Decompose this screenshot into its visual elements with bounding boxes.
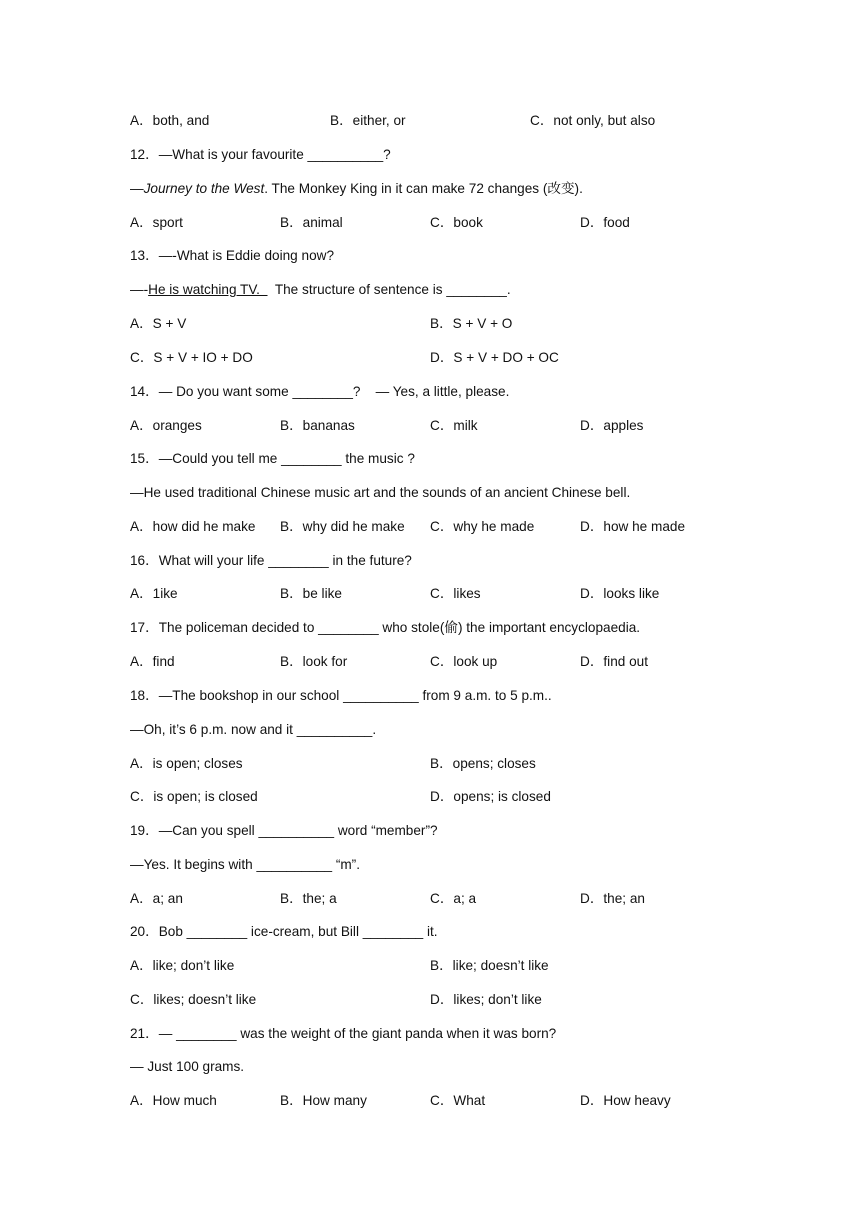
q20-stem: 20．Bob ________ ice-cream, but Bill ________ it. (130, 924, 438, 939)
q19-stem: 19．—Can you spell __________ word “member”? (130, 823, 438, 838)
q12-option-b: B．animal (280, 215, 343, 230)
q18-option-a: A．is open; closes (130, 756, 243, 771)
q16-option-d: D．looks like (580, 586, 660, 601)
q16-option-a: A．1ike (130, 586, 178, 601)
q12-option-a: A．sport (130, 215, 183, 230)
q21-option-d: D．How heavy (580, 1093, 671, 1108)
q21-stem: 21．— ________ was the weight of the giant panda when it was born? (130, 1026, 557, 1041)
q15-option-c: C．why he made (430, 519, 535, 534)
q14-option-a: A．oranges (130, 418, 202, 433)
q15-option-d: D．how he made (580, 519, 686, 534)
q17-option-d: D．find out (580, 654, 649, 669)
q15-option-a: A．how did he make (130, 519, 256, 534)
q11-option-c: C．not only, but also (530, 113, 656, 128)
q20-option-d: D．likes; don’t like (430, 992, 542, 1007)
q20-option-a: A．like; don’t like (130, 958, 235, 973)
q12-answer-title: Journey to the West (143, 181, 265, 196)
q18-stem: 18．—The bookshop in our school __________ from 9 a.m. to 5 p.m.. (130, 688, 552, 703)
q14-option-c: C．milk (430, 418, 478, 433)
q16-option-c: C．likes (430, 586, 481, 601)
q12-option-d: D．food (580, 215, 630, 230)
q21-option-b: B．How many (280, 1093, 367, 1108)
q13-option-c: C．S + V + IO + DO (130, 350, 253, 365)
q17-option-b: B．look for (280, 654, 348, 669)
q11-option-b: B．either, or (330, 113, 406, 128)
q19-reply: —Yes. It begins with __________ “m”. (130, 857, 360, 872)
q16-stem: 16．What will your life ________ in the future? (130, 553, 412, 568)
q12-option-c: C．book (430, 215, 483, 230)
q15-reply: —He used traditional Chinese music art and the sounds of an ancient Chinese bell. (130, 485, 631, 500)
q13-option-d: D．S + V + DO + OC (430, 350, 559, 365)
q13-reply-rest: The structure of sentence is ________. (267, 282, 511, 297)
q21-reply: — Just 100 grams. (130, 1059, 245, 1074)
q14-option-b: B．bananas (280, 418, 355, 433)
q15-option-b: B．why did he make (280, 519, 405, 534)
q20-option-c: C．likes; doesn’t like (130, 992, 257, 1007)
q12-stem: 12．—What is your favourite __________? (130, 147, 391, 162)
q19-option-c: C．a; a (430, 891, 477, 906)
q17-option-c: C．look up (430, 654, 498, 669)
q14-option-d: D．apples (580, 418, 644, 433)
q12-answer-rest: . The Monkey King in it can make 72 changes (改变). (264, 181, 583, 196)
q13-option-a: A．S + V (130, 316, 187, 331)
q18-option-b: B．opens; closes (430, 756, 536, 771)
q19-option-b: B．the; a (280, 891, 337, 906)
q18-option-d: D．opens; is closed (430, 789, 551, 804)
q13-stem: 13．—-What is Eddie doing now? (130, 248, 335, 263)
q11-option-a: A．both, and (130, 113, 210, 128)
q19-option-a: A．a; an (130, 891, 183, 906)
q17-stem: 17．The policeman decided to ________ who stole(偷) the important encyclopaedia. (130, 620, 641, 635)
q13-reply (130, 280, 511, 300)
q13-option-b: B．S + V + O (430, 316, 513, 331)
q19-option-d: D．the; an (580, 891, 645, 906)
q21-option-a: A．How much (130, 1093, 217, 1108)
q13-reply-underlined: He is watching TV. (148, 282, 268, 297)
q12-answer: —Journey to the West. The Monkey King in it can make 72 changes (改变). (130, 181, 583, 196)
q13-reply-prefix: —- (130, 282, 149, 297)
q17-option-a: A．find (130, 654, 175, 669)
q21-option-c: C．What (430, 1093, 486, 1108)
q18-option-c: C．is open; is closed (130, 789, 258, 804)
q20-option-b: B．like; doesn’t like (430, 958, 549, 973)
q16-option-b: B．be like (280, 586, 342, 601)
q18-reply: —Oh, it’s 6 p.m. now and it __________. (130, 722, 377, 737)
q15-stem: 15．—Could you tell me ________ the music ? (130, 451, 415, 466)
q14-stem: 14．— Do you want some ________? — Yes, a little, please. (130, 384, 510, 399)
